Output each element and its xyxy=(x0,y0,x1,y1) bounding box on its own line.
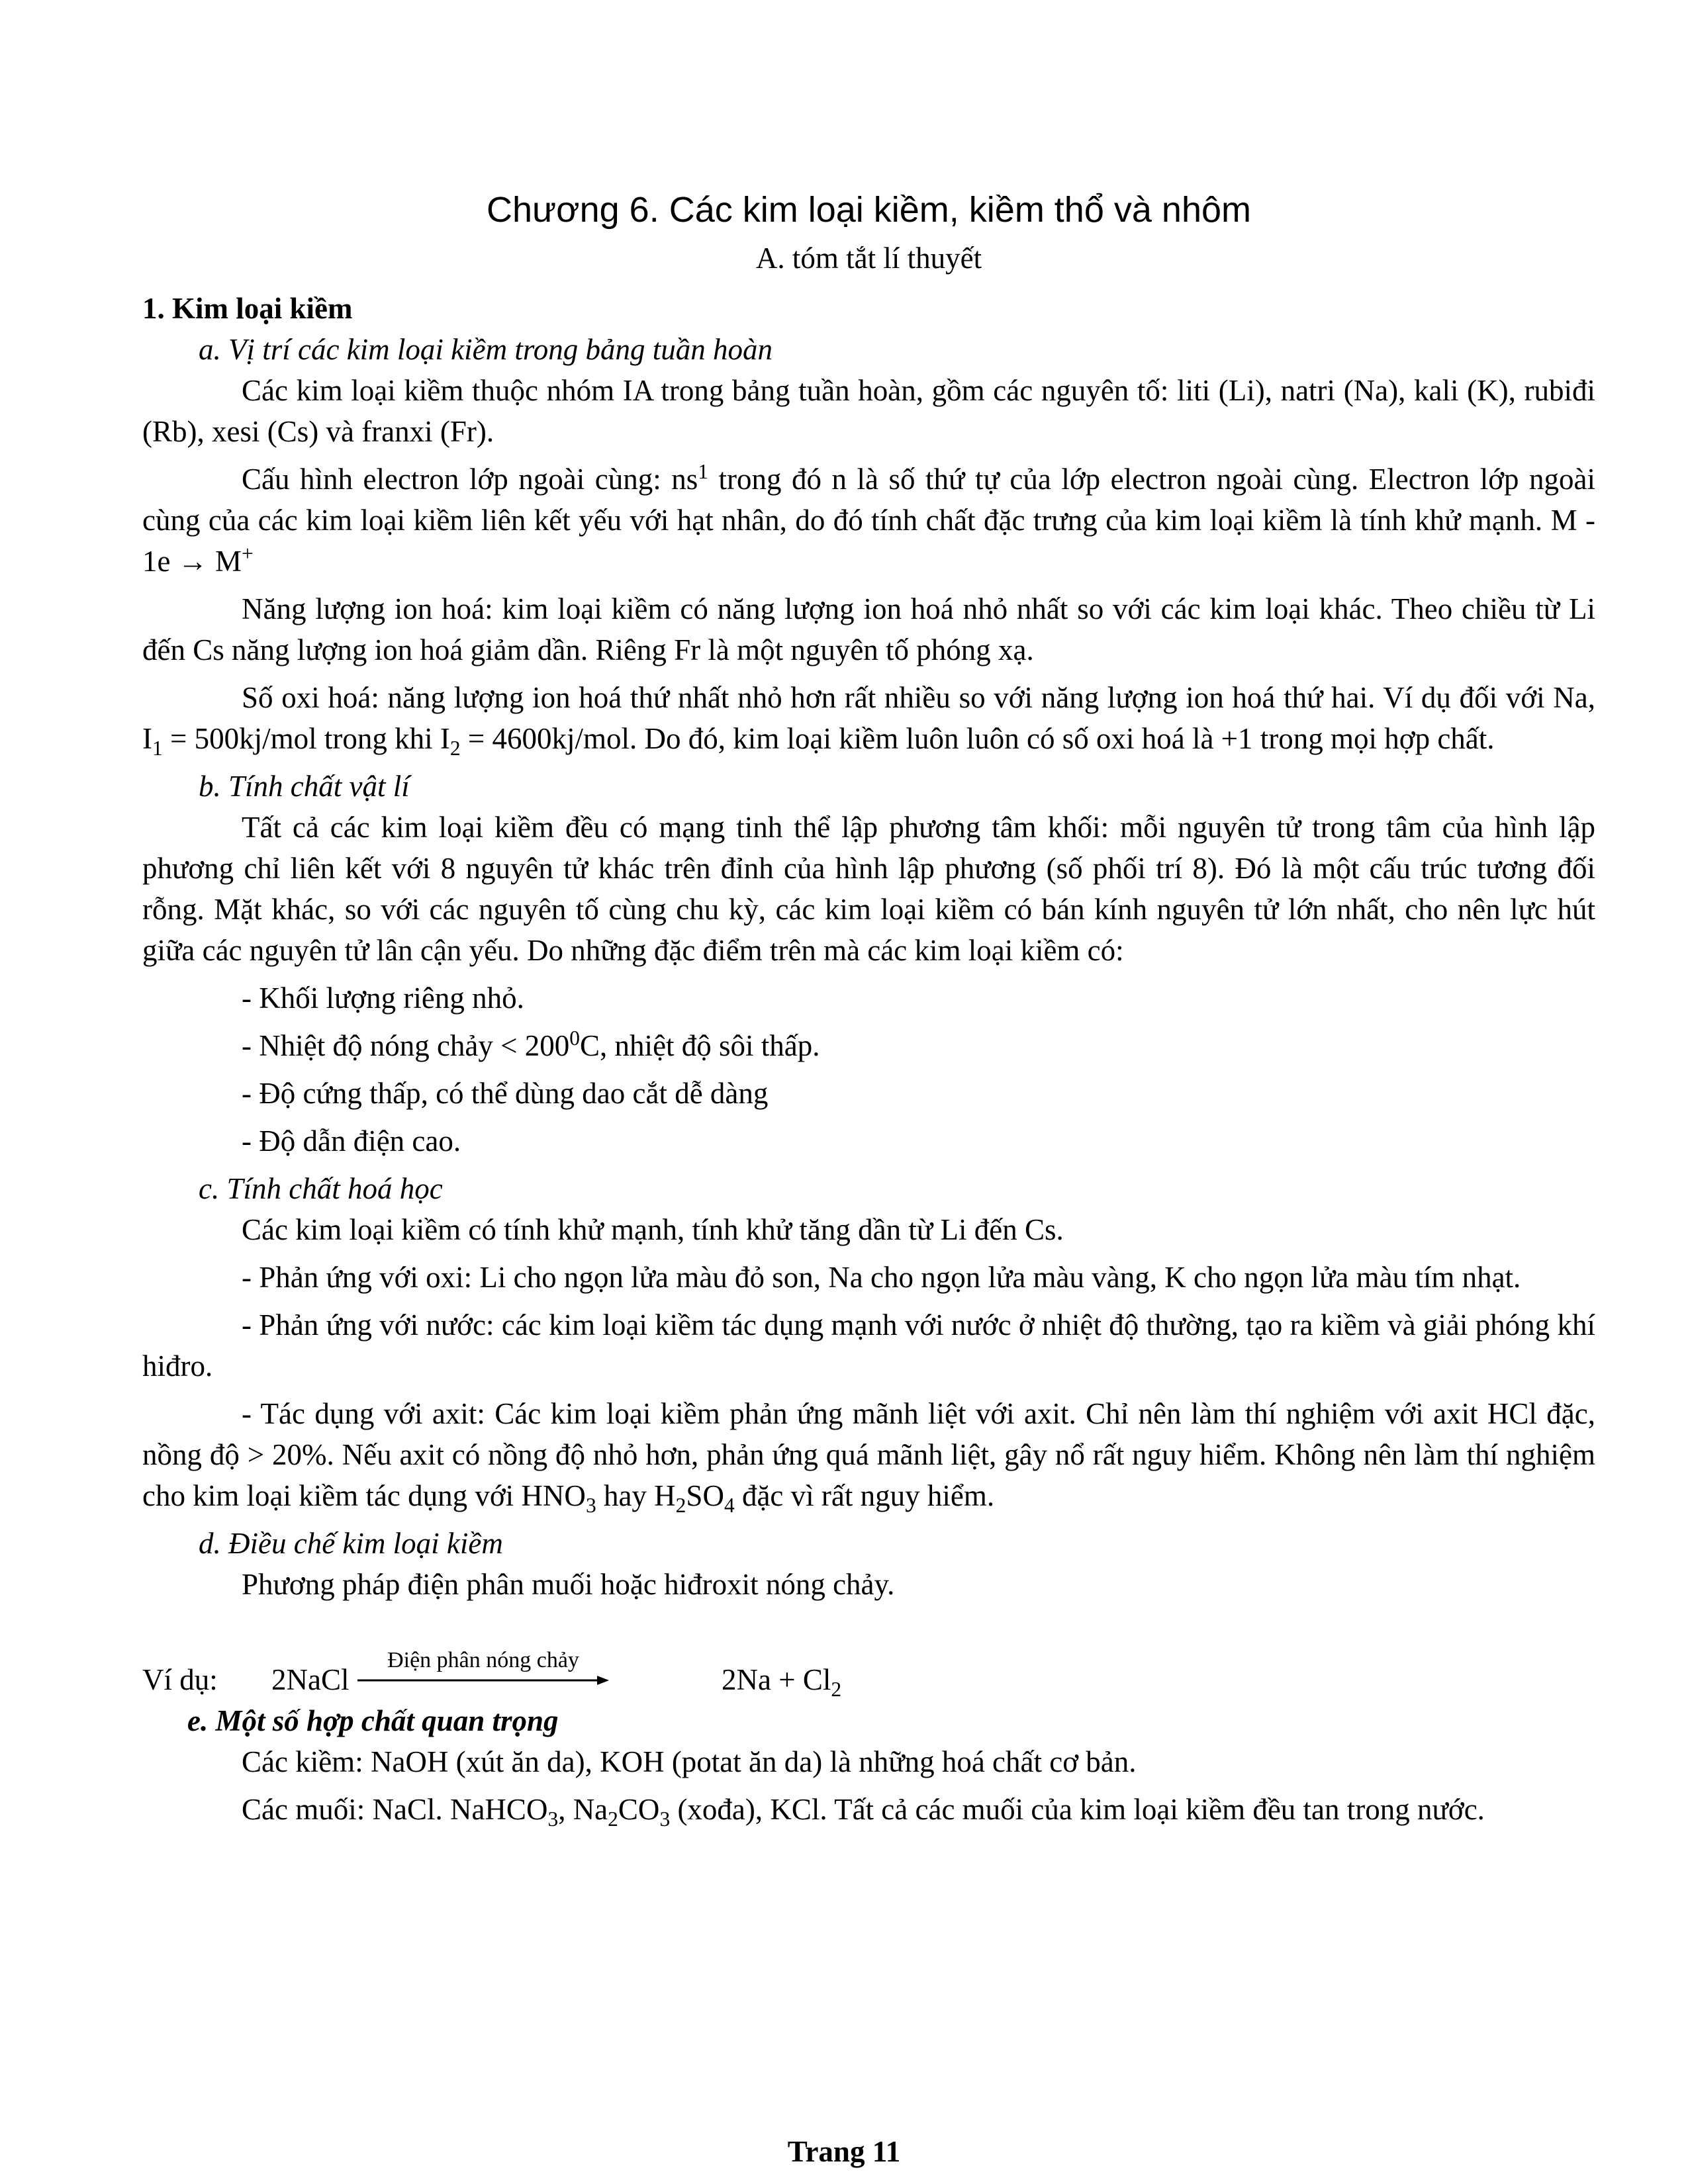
subheading-d: d. Điều chế kim loại kiềm xyxy=(199,1527,503,1560)
subheading-e: e. Một số hợp chất quan trọng xyxy=(187,1704,559,1737)
chapter-title: Chương 6. Các kim loại kiềm, kiềm thổ và nhôm xyxy=(487,190,1251,230)
paragraph-a2: Cấu hình electron lớp ngoài cùng: $ns^1$ trong đó n là số thứ tự của lớp electron ngoài cùng. Electron lớp ngoài cùng của các kim loại kiềm liên kết yếu với hạt nhân, do đó tính chất đặc trưng của kim loại kiềm là tính khử mạnh. M - 1e → M+ xyxy=(142,460,1596,578)
example-label: Ví dụ: xyxy=(142,1663,218,1696)
subheading-a: a. Vị trí các kim loại kiềm trong bảng tuần hoàn xyxy=(199,333,773,366)
paragraph-d1: Phương pháp điện phân muối hoặc hiđroxit nóng chảy. xyxy=(242,1568,895,1601)
list-item-b4: - Độ dẫn điện cao. xyxy=(242,1124,461,1158)
section-heading-1: 1. Kim loại kiềm xyxy=(142,292,353,325)
reaction-reactant: 2NaCl xyxy=(271,1663,350,1696)
paragraph-e1: Các kiềm: NaOH (xút ăn da), KOH (potat ăn da) là những hoá chất cơ bản. xyxy=(242,1745,1137,1778)
reaction-example xyxy=(142,1647,1595,1700)
paragraph-a1: Các kim loại kiềm thuộc nhóm IA trong bảng tuần hoàn, gồm các nguyên tố: liti (Li), natri (Na), kali (K), rubiđi (Rb), xesi (Cs) và franxi (Fr). xyxy=(142,374,1595,448)
page-content xyxy=(142,189,1595,1837)
paragraph-e2: Các muối: NaCl. NaHCO$_3$, $Na_2CO_3$ (xođa), KCl. Tất cả các muối của kim loại kiềm đều tan trong nước. xyxy=(242,1793,1485,1831)
paragraph-c3: - Phản ứng với nước: các kim loại kiềm tác dụng mạnh với nước ở nhiệt độ thường, tạo ra kiềm và giải phóng khí hiđro. xyxy=(142,1308,1595,1383)
subheading-b: b. Tính chất vật lí xyxy=(199,770,410,803)
paragraph-b1: Tất cả các kim loại kiềm đều có mạng tinh thể lập phương tâm khối: mỗi nguyên tử trong tâm của hình lập phương chỉ liên kết với 8 nguyên tử khác trên đỉnh của hình lập phương (số phối trí 8). Đó là một cấu trúc tương đối rỗng. Mặt khác, so với các nguyên tố cùng chu kỳ, các kim loại kiềm có bán kính nguyên tử lớn nhất, cho nên lực hút giữa các nguyên tử lân cận yếu. Do những đặc điểm trên mà các kim loại kiềm có: xyxy=(142,811,1595,967)
reaction-condition: Điện phân nóng chảy xyxy=(387,1648,579,1672)
list-item-b2: - Nhiệt độ nóng chảy < $200^0C$, nhiệt độ sôi thấp. xyxy=(242,1026,820,1062)
paragraph-c1: Các kim loại kiềm có tính khử mạnh, tính khử tăng dần từ Li đến Cs. xyxy=(242,1213,1064,1246)
section-subtitle: A. tóm tắt lí thuyết xyxy=(755,242,982,275)
paragraph-c2: - Phản ứng với oxi: Li cho ngọn lửa màu đỏ son, Na cho ngọn lửa màu vàng, K cho ngọn lửa màu tím nhạt. xyxy=(242,1261,1521,1294)
reaction-products: $2Na + Cl_2$ xyxy=(722,1663,842,1701)
paragraph-a3: Năng lượng ion hoá: kim loại kiềm có năng lượng ion hoá nhỏ nhất so với các kim loại khác. Theo chiều từ Li đến Cs năng lượng ion hoá giảm dần. Riêng Fr là một nguyên tố phóng xạ. xyxy=(142,592,1595,666)
reaction-arrow xyxy=(357,1647,755,1700)
list-item-b1: - Khối lượng riêng nhỏ. xyxy=(242,981,524,1015)
arrow-right-icon xyxy=(357,1674,609,1687)
paragraph-c4: - Tác dụng với axit: Các kim loại kiềm phản ứng mãnh liệt với axit. Chỉ nên làm thí nghiệm với axit HCl đặc, nồng độ > 20%. Nếu axit có nồng độ nhỏ hơn, phản ứng quá mãnh liệt, gây nổ rất nguy hiểm. Không nên làm thí nghiệm cho kim loại kiềm tác dụng với $HNO_3$ hay $H_2SO_4$ đặc vì rất nguy hiểm. xyxy=(142,1397,1595,1517)
subheading-c: c. Tính chất hoá học xyxy=(199,1172,443,1205)
list-item-b3: - Độ cứng thấp, có thể dùng dao cắt dễ dàng xyxy=(242,1077,769,1110)
page-number: Trang 11 xyxy=(787,2135,901,2168)
paragraph-a4: Số oxi hoá: năng lượng ion hoá thứ nhất nhỏ hơn rất nhiều so với năng lượng ion hoá thứ hai. Ví dụ đối với Na, $I_1 = 500kj/mol$ trong khi $I_2 = 4600kj/mol$. Do đó, kim loại kiềm luôn luôn có số oxi hoá là +1 trong mọi hợp chất. xyxy=(142,681,1595,760)
